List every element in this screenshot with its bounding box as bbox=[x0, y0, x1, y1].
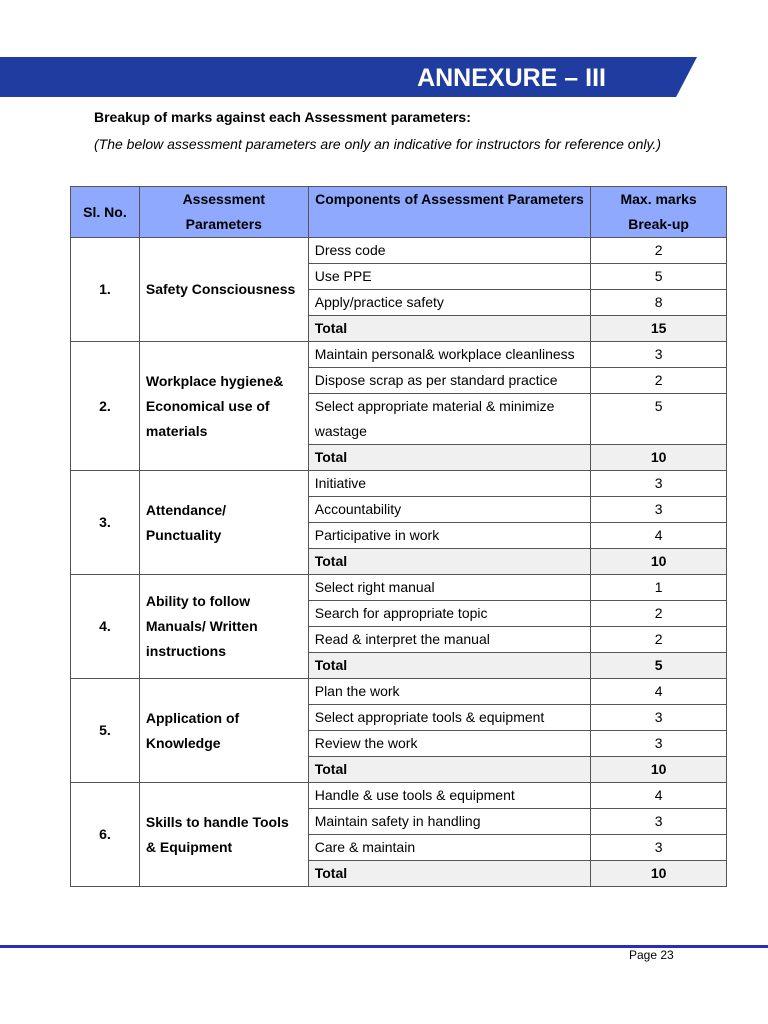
component-cell: Care & maintain bbox=[308, 835, 590, 861]
component-cell: Use PPE bbox=[308, 264, 590, 290]
marks-cell: 3 bbox=[591, 471, 727, 497]
component-cell: Maintain safety in handling bbox=[308, 809, 590, 835]
marks-cell: 2 bbox=[591, 601, 727, 627]
table-row bbox=[71, 342, 727, 368]
total-marks: 10 bbox=[591, 757, 727, 783]
marks-cell: 3 bbox=[591, 497, 727, 523]
marks-cell: 5 bbox=[591, 394, 727, 445]
marks-cell: 3 bbox=[591, 809, 727, 835]
table-body bbox=[71, 238, 727, 887]
marks-cell: 4 bbox=[591, 679, 727, 705]
component-cell: Accountability bbox=[308, 497, 590, 523]
header-components: Components of Assessment Parameters bbox=[308, 187, 590, 238]
serial-number: 4. bbox=[71, 575, 140, 679]
marks-cell: 2 bbox=[591, 627, 727, 653]
assessment-parameter: Application of Knowledge bbox=[139, 679, 308, 783]
marks-cell: 2 bbox=[591, 238, 727, 264]
table-row bbox=[71, 575, 727, 601]
marks-cell: 3 bbox=[591, 835, 727, 861]
component-cell: Participative in work bbox=[308, 523, 590, 549]
component-cell: Initiative bbox=[308, 471, 590, 497]
marks-cell: 1 bbox=[591, 575, 727, 601]
total-marks: 10 bbox=[591, 549, 727, 575]
total-label: Total bbox=[308, 445, 590, 471]
component-cell: Select appropriate tools & equipment bbox=[308, 705, 590, 731]
serial-number: 1. bbox=[71, 238, 140, 342]
indicative-note: (The below assessment parameters are only an indicative for instructors for reference only.) bbox=[94, 136, 661, 152]
page-number: Page 23 bbox=[629, 948, 674, 962]
total-label: Total bbox=[308, 861, 590, 887]
marks-cell: 3 bbox=[591, 731, 727, 757]
component-cell: Dress code bbox=[308, 238, 590, 264]
header-max-marks: Max. marks Break-up bbox=[591, 187, 727, 238]
table-row bbox=[71, 238, 727, 264]
assessment-parameter: Workplace hygiene& Economical use of materials bbox=[139, 342, 308, 471]
component-cell: Review the work bbox=[308, 731, 590, 757]
assessment-parameter: Attendance/ Punctuality bbox=[139, 471, 308, 575]
total-label: Total bbox=[308, 757, 590, 783]
marks-cell: 4 bbox=[591, 523, 727, 549]
annexure-title: ANNEXURE – III bbox=[417, 64, 606, 92]
component-cell: Read & interpret the manual bbox=[308, 627, 590, 653]
component-cell: Search for appropriate topic bbox=[308, 601, 590, 627]
serial-number: 6. bbox=[71, 783, 140, 887]
total-label: Total bbox=[308, 316, 590, 342]
serial-number: 2. bbox=[71, 342, 140, 471]
component-cell: Maintain personal& workplace cleanliness bbox=[308, 342, 590, 368]
component-cell: Plan the work bbox=[308, 679, 590, 705]
marks-cell: 3 bbox=[591, 342, 727, 368]
header-assessment-parameters: Assessment Parameters bbox=[139, 187, 308, 238]
serial-number: 3. bbox=[71, 471, 140, 575]
marks-cell: 8 bbox=[591, 290, 727, 316]
assessment-parameter: Ability to follow Manuals/ Written instructions bbox=[139, 575, 308, 679]
component-cell: Dispose scrap as per standard practice bbox=[308, 368, 590, 394]
component-cell: Select appropriate material & minimize wastage bbox=[308, 394, 590, 445]
marks-cell: 2 bbox=[591, 368, 727, 394]
total-marks: 5 bbox=[591, 653, 727, 679]
marks-cell: 4 bbox=[591, 783, 727, 809]
marks-cell: 5 bbox=[591, 264, 727, 290]
total-marks: 10 bbox=[591, 445, 727, 471]
component-cell: Select right manual bbox=[308, 575, 590, 601]
header-sl-no: Sl. No. bbox=[71, 187, 140, 238]
assessment-parameter: Skills to handle Tools & Equipment bbox=[139, 783, 308, 887]
total-label: Total bbox=[308, 653, 590, 679]
component-cell: Apply/practice safety bbox=[308, 290, 590, 316]
table-row bbox=[71, 679, 727, 705]
section-heading: Breakup of marks against each Assessment parameters: bbox=[94, 109, 471, 125]
assessment-table bbox=[70, 186, 727, 887]
component-cell: Handle & use tools & equipment bbox=[308, 783, 590, 809]
table-row bbox=[71, 783, 727, 809]
total-marks: 10 bbox=[591, 861, 727, 887]
assessment-parameter: Safety Consciousness bbox=[139, 238, 308, 342]
total-marks: 15 bbox=[591, 316, 727, 342]
marks-cell: 3 bbox=[591, 705, 727, 731]
total-label: Total bbox=[308, 549, 590, 575]
serial-number: 5. bbox=[71, 679, 140, 783]
table-header-row bbox=[71, 187, 727, 238]
table-row bbox=[71, 471, 727, 497]
